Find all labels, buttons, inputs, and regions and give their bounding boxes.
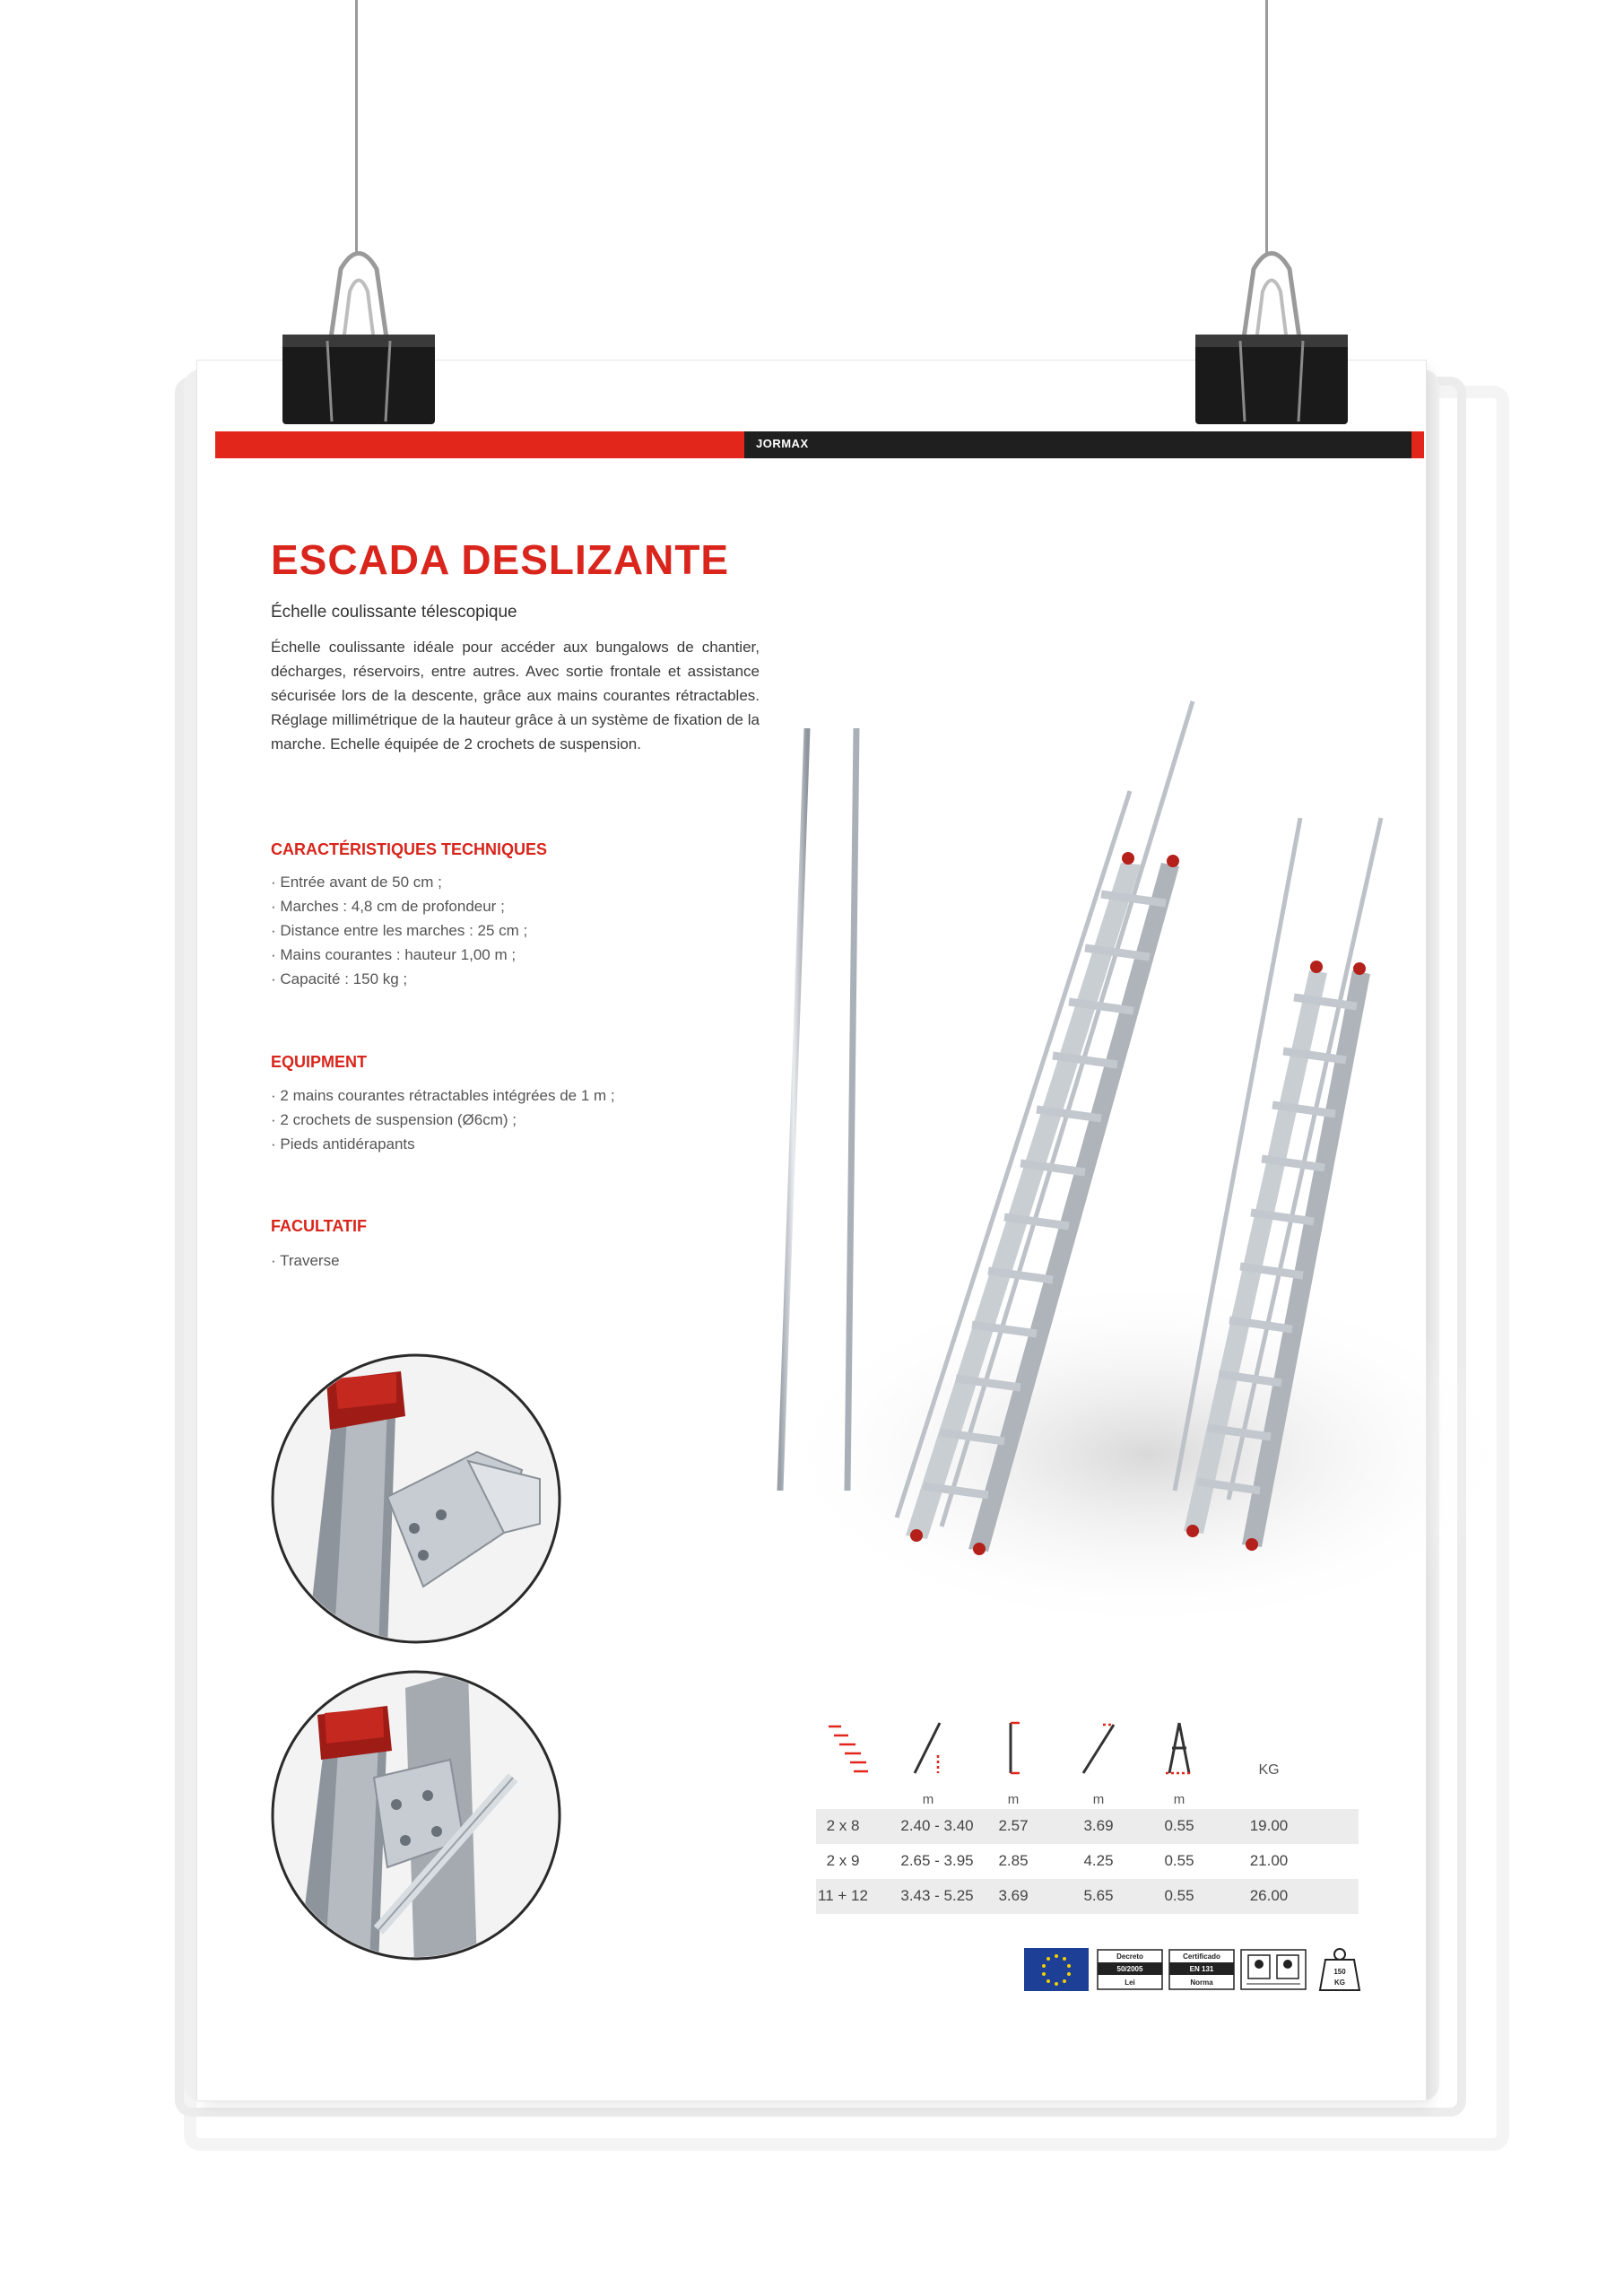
- weight-unit-label: KG: [1258, 1762, 1280, 1778]
- eu-flag-icon: [1024, 1948, 1089, 1991]
- table-cell: 4.25: [1083, 1852, 1114, 1869]
- table-cell: 19.00: [1249, 1817, 1289, 1834]
- header-accent-left: [215, 431, 744, 458]
- certification-badges: [1024, 1944, 1365, 1997]
- rungs-count-icon: [825, 1719, 870, 1777]
- table-cell: 3.69: [1083, 1817, 1114, 1834]
- product-sheet: [197, 361, 1426, 2100]
- optional-list: [271, 1248, 340, 1273]
- list-item: · Pieds antidérapants: [271, 1132, 615, 1156]
- product-subtitle: Échelle coulissante télescopique: [271, 603, 517, 622]
- table-cell: 0.55: [1164, 1852, 1194, 1869]
- foot-cap: [1186, 1525, 1199, 1537]
- foot-cap: [1246, 1538, 1258, 1551]
- table-row: [816, 1809, 1359, 1844]
- table-cell: 2 x 8: [826, 1817, 860, 1834]
- table-cell: 26.00: [1249, 1887, 1289, 1904]
- capacity-value: 150: [1333, 1968, 1346, 1976]
- base-width-icon: [1157, 1719, 1202, 1777]
- list-item: · Traverse: [271, 1248, 340, 1273]
- unit-label: m: [922, 1792, 934, 1807]
- table-cell: 2.85: [998, 1852, 1029, 1869]
- table-cell: 11 + 12: [818, 1887, 868, 1904]
- decree-label: Decreto: [1116, 1952, 1143, 1961]
- unit-label: m: [1007, 1792, 1020, 1807]
- optional-heading: FACULTATIF: [271, 1217, 367, 1235]
- detail-hook-closeup: [271, 1353, 561, 1644]
- list-item: · Distance entre les marches : 25 cm ;: [271, 918, 527, 943]
- detail-lock-closeup: [271, 1670, 561, 1961]
- certificate-badge: [1169, 1950, 1234, 1989]
- capacity-unit: KG: [1334, 1979, 1345, 1987]
- unit-label: m: [1173, 1792, 1185, 1807]
- product-description: Échelle coulissante idéale pour accéder aux bungalows de chantier, décharges, réservoirs, entre autres. Avec sortie frontale et assistance sécurisée lors de la descente, grâce aux mains courantes rétractables. Réglage millimétrique de la hauteur grâce à un système de fixation de la marche. Echelle équipée de 2 crochets de suspension.: [271, 639, 760, 752]
- table-cell: 0.55: [1164, 1817, 1194, 1834]
- top-cap: [1310, 961, 1323, 973]
- decree-badge: [1098, 1950, 1162, 1989]
- brand-logo: JORMAX: [756, 437, 809, 450]
- top-cap: [1353, 962, 1366, 975]
- table-cell: 3.43 - 5.25: [900, 1887, 974, 1904]
- table-cell: 3.69: [998, 1887, 1029, 1904]
- foot-cap: [973, 1543, 986, 1555]
- law-label: Lei: [1125, 1979, 1135, 1987]
- spec-table: [816, 1719, 1359, 1914]
- foot-cap: [910, 1529, 923, 1542]
- table-cell: 2.57: [998, 1817, 1029, 1834]
- working-height-icon: [906, 1719, 951, 1777]
- header-accent-right: [1411, 431, 1424, 458]
- certificate-label: Certificado: [1183, 1952, 1220, 1961]
- list-item: · Marches : 4,8 cm de profondeur ;: [271, 894, 527, 918]
- table-row: [816, 1844, 1359, 1879]
- norm-label: Norma: [1190, 1979, 1213, 1987]
- list-item: · Entrée avant de 50 cm ;: [271, 870, 527, 894]
- closed-length-icon: [991, 1719, 1036, 1777]
- weight-capacity-icon: [1320, 1949, 1359, 1990]
- unit-label: m: [1092, 1792, 1105, 1807]
- list-item: · 2 crochets de suspension (Ø6cm) ;: [271, 1108, 615, 1132]
- spec-table-icons: [816, 1719, 1359, 1809]
- product-title: ESCADA DESLIZANTE: [271, 536, 730, 583]
- table-cell: 2 x 9: [826, 1852, 860, 1869]
- safety-pictogram-icon: [1241, 1950, 1306, 1989]
- table-cell: 2.65 - 3.95: [900, 1852, 974, 1869]
- header-bar: [215, 431, 1424, 458]
- decree-number: 50/2005: [1116, 1965, 1143, 1973]
- norm-number: EN 131: [1189, 1965, 1214, 1973]
- tech-list: [271, 870, 527, 991]
- floor-shadow: [771, 1275, 1524, 1634]
- hanging-wire-right: [1265, 0, 1268, 256]
- table-cell: 21.00: [1249, 1852, 1289, 1869]
- list-item: · Mains courantes : hauteur 1,00 m ;: [271, 943, 527, 967]
- ladder-illustration: [753, 549, 1587, 1643]
- tech-heading: CARACTÉRISTIQUES TECHNIQUES: [271, 840, 548, 858]
- table-cell: 5.65: [1083, 1887, 1114, 1904]
- extended-length-icon: [1076, 1719, 1121, 1777]
- hanging-wire-left: [355, 0, 358, 256]
- binder-clip-right: [1191, 229, 1352, 430]
- handrail-pole: [780, 728, 807, 1491]
- top-cap: [1122, 852, 1134, 865]
- table-row: [816, 1879, 1359, 1914]
- binder-clip-left: [278, 229, 439, 430]
- table-cell: 2.40 - 3.40: [900, 1817, 974, 1834]
- list-item: · 2 mains courantes rétractables intégrées de 1 m ;: [271, 1083, 615, 1108]
- equipment-heading: EQUIPMENT: [271, 1053, 368, 1071]
- top-cap: [1167, 855, 1179, 867]
- list-item: · Capacité : 150 kg ;: [271, 967, 527, 991]
- equipment-list: [271, 1083, 615, 1156]
- table-cell: 0.55: [1164, 1887, 1194, 1904]
